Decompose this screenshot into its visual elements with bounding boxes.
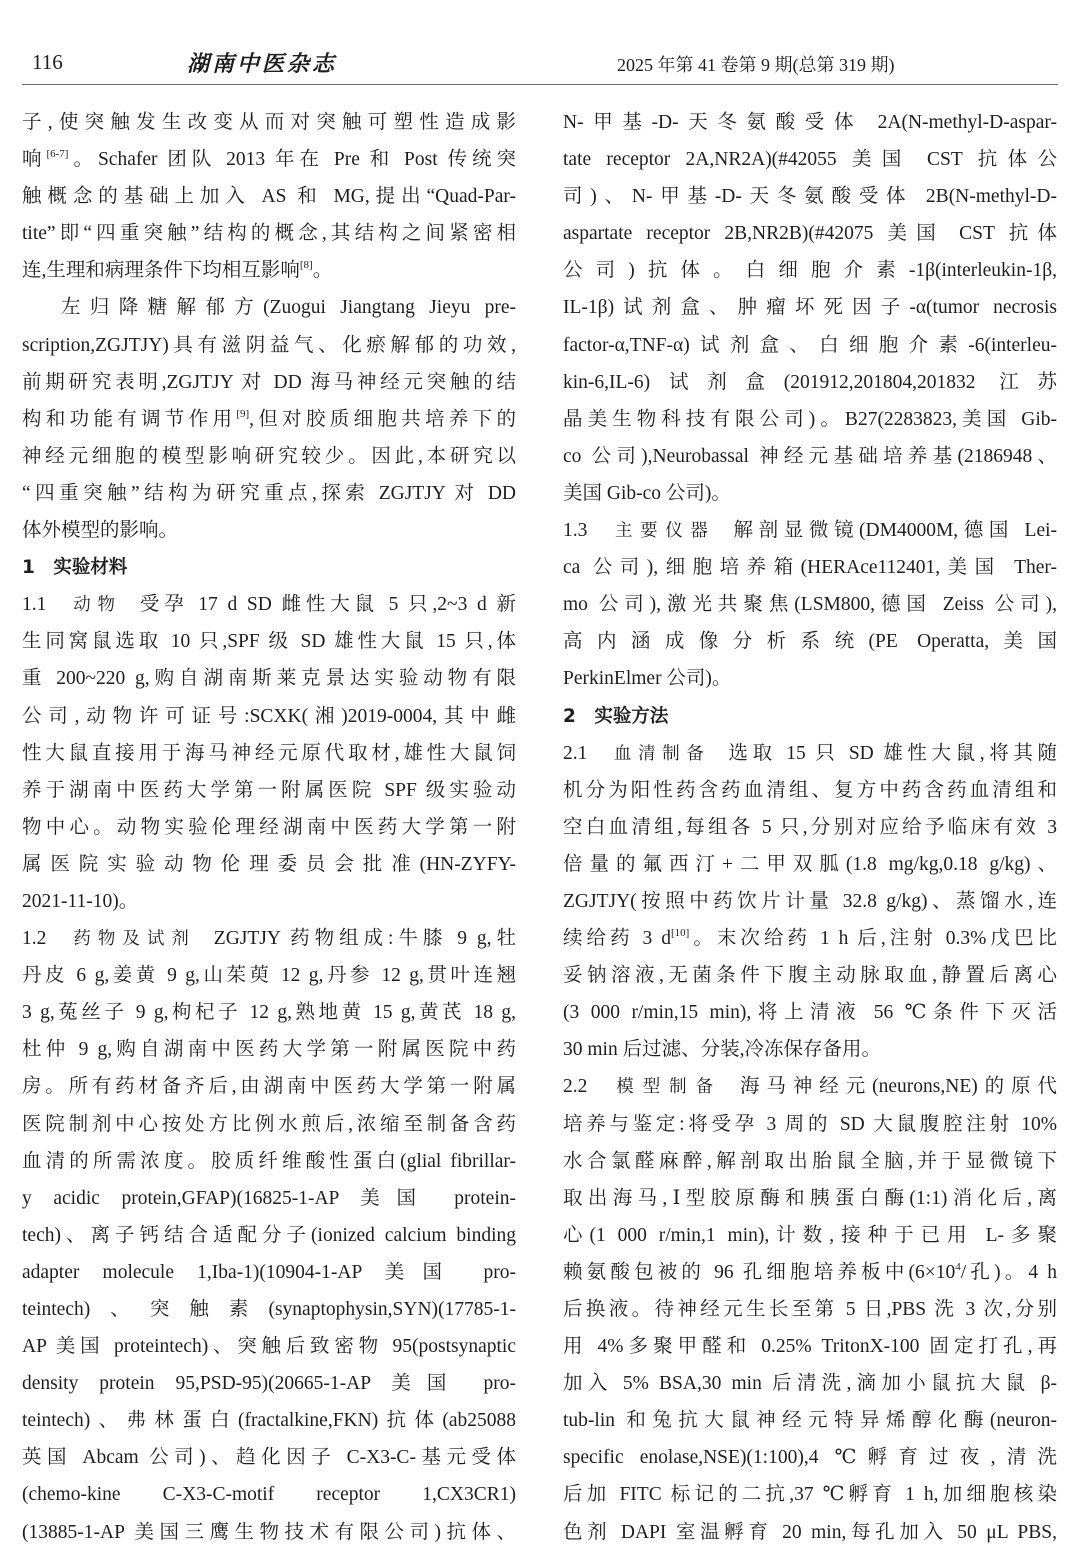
- text-line: [563, 1365, 1057, 1402]
- line-text: y acidic protein,GFAP)(16825-1-AP 美国 protein-: [22, 1187, 516, 1209]
- line-text: 3 g,菟丝子 9 g,枸杞子 12 g,熟地黄 15 g,黄芪 18 g,: [22, 1002, 516, 1024]
- line-text: AP 美国 proteintech)、突触后致密物 95(postsynaptic: [22, 1336, 516, 1358]
- text-line: [563, 1439, 1057, 1476]
- line-text-continued: 。: [312, 260, 333, 282]
- text-line: [22, 1031, 516, 1068]
- text-line: [22, 1180, 516, 1217]
- line-text-continued: 。Schafer 团队 2013 年在 Pre 和 Post 传统突: [68, 149, 516, 171]
- subsection-number: 1.3: [563, 520, 588, 542]
- subsection-title: 药物及试剂: [68, 929, 196, 950]
- line-text: 英国 Abcam 公司)、趋化因子 C-X3-C-基元受体: [22, 1447, 516, 1469]
- line-text: 加入 5% BSA,30 min 后清洗,滴加小鼠抗大鼠 β-: [563, 1373, 1057, 1395]
- subsection-number: 2.1: [563, 742, 588, 764]
- text-line: [563, 104, 1057, 141]
- text-line: [22, 698, 516, 735]
- line-text: 后换液。待神经元生长至第 5 日,PBS 洗 3 次,分别: [563, 1299, 1057, 1320]
- text-line: [563, 327, 1057, 364]
- subsection-title: 动物: [68, 595, 122, 616]
- text-line: [563, 1514, 1057, 1551]
- line-text: 丹皮 6 g,姜黄 9 g,山茱萸 12 g,丹参 12 g,贯叶连翘: [22, 965, 516, 987]
- line-text: 物中心。动物实验伦理经湖南中医药大学第一附: [22, 816, 516, 838]
- text-line: [22, 215, 516, 252]
- line-text: 子,使突触发生改变从而对突触可塑性造成影: [22, 112, 516, 133]
- citation-superscript: [9]: [236, 407, 250, 420]
- text-line: [563, 475, 1057, 512]
- line-text: (13885-1-AP 美国三鹰生物技术有限公司)抗体、: [22, 1521, 516, 1543]
- line-text: ca 公司),细胞培养箱(HERAce112401,美国 Ther-: [563, 557, 1057, 579]
- text-line: [563, 772, 1057, 809]
- line-text: 左归降糖解郁方(Zuogui Jiangtang Jieyu pre-: [61, 297, 516, 319]
- left-column: [22, 104, 516, 1551]
- line-text: tite”即“四重突触”结构的概念,其结构之间紧密相: [22, 223, 516, 245]
- text-line: [22, 1439, 516, 1476]
- line-text: 生同窝鼠选取 10 只,SPF 级 SD 雄性大鼠 15 只,体: [22, 631, 516, 653]
- text-line: [563, 846, 1057, 883]
- text-line: [563, 141, 1057, 178]
- text-line: [563, 1143, 1057, 1180]
- text-line: [22, 660, 516, 697]
- line-text: teintech)、弗林蛋白(fractalkine,FKN)抗体(ab25088: [22, 1410, 516, 1432]
- text-line: [22, 289, 516, 326]
- line-text: 高内涵成像分析系统(PE Operatta,美国: [563, 631, 1057, 653]
- section-heading-text: 2 实验方法: [563, 705, 669, 727]
- line-text: 响: [22, 149, 47, 171]
- text-line: [22, 735, 516, 772]
- text-line: [563, 920, 1057, 957]
- line-text: 选取 15 只 SD 雄性大鼠,将其随: [728, 742, 1057, 764]
- line-text: 2021-11-10)。: [22, 890, 139, 912]
- page-number: 116: [32, 50, 63, 74]
- subsection-title: 血清制备: [609, 743, 711, 764]
- line-text: 后加 FITC 标记的二抗,37 ℃孵育 1 h,加细胞核染: [563, 1484, 1057, 1506]
- line-text: 重 200~220 g,购自湖南斯莱克景达实验动物有限: [22, 668, 516, 690]
- line-text: 续给药 3 d: [563, 928, 671, 950]
- line-text-continued: /孔)。4 h: [960, 1261, 1057, 1283]
- line-text: tub-lin 和兔抗大鼠神经元特异烯醇化酶(neuron-: [563, 1410, 1057, 1432]
- citation-superscript: [10]: [670, 927, 690, 940]
- text-line: [563, 512, 1057, 549]
- text-line: [563, 735, 1057, 772]
- line-text: mo 公司),激光共聚焦(LSM800,德国 Zeiss 公司),: [563, 594, 1057, 616]
- text-line: [22, 252, 516, 289]
- line-text: factor-α,TNF-α)试剂盒、白细胞介素-6(interleu-: [563, 334, 1057, 356]
- section-heading-text: 1 实验材料: [22, 557, 128, 579]
- text-line: [22, 104, 516, 141]
- text-line: [22, 920, 516, 957]
- citation-superscript: [6-7]: [46, 148, 69, 161]
- line-text: 神经元细胞的模型影响研究较少。因此,本研究以: [22, 445, 516, 467]
- text-line: [563, 994, 1057, 1031]
- text-line: [22, 1217, 516, 1254]
- line-text: 用 4%多聚甲醛和 0.25% TritonX-100 固定打孔,再: [563, 1336, 1057, 1358]
- text-line: [22, 883, 516, 920]
- text-line: [22, 512, 516, 549]
- text-line: [22, 994, 516, 1031]
- text-line: [22, 401, 516, 438]
- line-text: IL-1β)试剂盒、肿瘤坏死因子-α(tumor necrosis: [563, 297, 1057, 319]
- line-text-continued: 。末次给药 1 h 后,注射 0.3%戊巴比: [689, 928, 1057, 950]
- text-line: [563, 883, 1057, 920]
- text-line: [563, 1068, 1057, 1105]
- text-line: [563, 1031, 1057, 1068]
- text-line: [22, 809, 516, 846]
- text-line: [22, 141, 516, 178]
- text-line: [563, 586, 1057, 623]
- section-heading: [563, 698, 1057, 735]
- text-line: [563, 1476, 1057, 1513]
- subsection-title: 主要仪器: [609, 521, 716, 542]
- line-text: 水合氯醛麻醉,解剖取出胎鼠全脑,并于显微镜下: [563, 1150, 1057, 1172]
- text-line: [563, 809, 1057, 846]
- line-text: 养于湖南中医药大学第一附属医院 SPF 级实验动: [22, 779, 516, 801]
- right-column: [563, 104, 1057, 1551]
- line-text: (3 000 r/min,15 min),将上清液 56 ℃条件下灭活: [563, 1002, 1057, 1024]
- citation-superscript: [8]: [299, 259, 313, 272]
- subsection-number: 1.2: [22, 928, 47, 950]
- line-text: 30 min 后过滤、分装,冷冻保存备用。: [563, 1039, 881, 1061]
- line-text: tech)、离子钙结合适配分子(ionized calcium binding: [22, 1224, 516, 1246]
- line-text: 医院制剂中心按处方比例水煎后,浓缩至制备含药: [22, 1113, 516, 1135]
- text-line: [22, 772, 516, 809]
- line-text: 空白血清组,每组各 5 只,分别对应给予临床有效 3: [563, 816, 1057, 838]
- line-text: 心(1 000 r/min,1 min),计数,接种于已用 L-多聚: [563, 1224, 1057, 1246]
- line-text: 妥钠溶液,无菌条件下腹主动脉取血,静置后离心: [563, 965, 1057, 987]
- text-line: [563, 289, 1057, 326]
- text-line: [563, 1254, 1057, 1291]
- section-heading: [22, 549, 516, 586]
- line-text: scription,ZGJTJY)具有滋阴益气、化瘀解郁的功效,: [22, 334, 516, 356]
- text-line: [563, 623, 1057, 660]
- text-line: [22, 178, 516, 215]
- line-text: 海马神经元(neurons,NE)的原代: [740, 1076, 1058, 1098]
- text-line: [22, 1476, 516, 1513]
- line-text: teintech)、突触素(synaptophysin,SYN)(17785-1-: [22, 1299, 516, 1320]
- line-text: density protein 95,PSD-95)(20665-1-AP 美国 pro-: [22, 1373, 516, 1395]
- text-line: [563, 438, 1057, 475]
- line-text-continued: ,但对胶质细胞共培养下的: [249, 408, 516, 430]
- text-line: [563, 1328, 1057, 1365]
- text-line: [563, 1217, 1057, 1254]
- line-text: 前期研究表明,ZGJTJY 对 DD 海马神经元突触的结: [22, 371, 516, 393]
- text-line: [563, 1402, 1057, 1439]
- line-text: 性大鼠直接用于海马神经元原代取材,雄性大鼠饲: [22, 742, 516, 764]
- text-line: [563, 178, 1057, 215]
- line-text: 取出海马,Ⅰ型胶原酶和胰蛋白酶(1:1)消化后,离: [563, 1187, 1057, 1209]
- line-text: 属医院实验动物伦理委员会批准(HN-ZYFY-: [22, 853, 516, 875]
- line-text: 触概念的基础上加入 AS 和 MG,提出“Quad-Par-: [22, 186, 516, 208]
- text-line: [22, 1106, 516, 1143]
- text-line: [22, 1068, 516, 1105]
- line-text: 公司,动物许可证号:SCXK(湘)2019-0004,其中雌: [22, 705, 516, 727]
- text-line: [22, 364, 516, 401]
- text-line: [22, 623, 516, 660]
- line-text: adapter molecule 1,Iba-1)(10904-1-AP 美国 pro-: [22, 1261, 516, 1283]
- text-line: [563, 957, 1057, 994]
- text-line: [563, 364, 1057, 401]
- text-line: [563, 1106, 1057, 1143]
- line-text: specific enolase,NSE)(1:100),4 ℃孵育过夜,清洗: [563, 1447, 1057, 1469]
- journal-name: 湖南中医杂志: [187, 51, 338, 76]
- line-text: 血清的所需浓度。胶质纤维酸性蛋白(glial fibrillar-: [22, 1150, 516, 1172]
- text-line: [563, 660, 1057, 697]
- line-text: 晶美生物科技有限公司)。B27(2283823,美国 Gib-: [563, 408, 1057, 430]
- line-text: “四重突触”结构为研究重点,探索 ZGJTJY 对 DD: [22, 482, 516, 504]
- line-text: 解剖显微镜(DM4000M,德国 Lei-: [733, 520, 1058, 542]
- line-text: ZGJTJY 药物组成:牛膝 9 g,牡: [213, 928, 517, 950]
- text-line: [22, 1143, 516, 1180]
- subsection-title: 模型制备: [609, 1077, 723, 1098]
- subsection-number: 2.2: [563, 1076, 588, 1098]
- subsection-number: 1.1: [22, 594, 47, 616]
- text-line: [22, 846, 516, 883]
- text-line: [563, 215, 1057, 252]
- text-line: [22, 475, 516, 512]
- text-line: [22, 1402, 516, 1439]
- line-text: 房。所有药材备齐后,由湖南中医药大学第一附属: [22, 1076, 516, 1098]
- text-line: [22, 957, 516, 994]
- text-line: [22, 1514, 516, 1551]
- line-text: tate receptor 2A,NR2A)(#42055 美国 CST 抗体公: [563, 149, 1057, 171]
- text-line: [563, 1291, 1057, 1328]
- line-text: 构和功能有调节作用: [22, 408, 237, 430]
- line-text: ZGJTJY(按照中药饮片计量 32.8 g/kg)、蒸馏水,连: [563, 890, 1057, 912]
- line-text: 受孕 17 d SD 雌性大鼠 5 只,2~3 d 新: [139, 594, 517, 616]
- line-text: 培养与鉴定:将受孕 3 周的 SD 大鼠腹腔注射 10%: [563, 1113, 1057, 1135]
- line-text: co 公司),Neurobassal 神经元基础培养基(2186948、: [563, 445, 1057, 467]
- line-text: 机分为阳性药含药血清组、复方中药含药血清组和: [563, 779, 1057, 801]
- issue-info: 2025 年第 41 卷第 9 期(总第 319 期): [617, 55, 895, 75]
- line-text: PerkinElmer 公司)。: [563, 668, 732, 690]
- text-line: [563, 401, 1057, 438]
- line-text: N-甲基-D-天冬氨酸受体 2A(N-methyl-D-aspar-: [563, 112, 1057, 133]
- line-text: 杜仲 9 g,购自湖南中医药大学第一附属医院中药: [22, 1039, 516, 1061]
- line-text: 连,生理和病理条件下均相互影响: [22, 260, 300, 282]
- line-text: aspartate receptor 2B,NR2B)(#42075 美国 CST 抗体: [563, 223, 1057, 245]
- text-line: [22, 438, 516, 475]
- line-text: 倍量的氟西汀+二甲双胍(1.8 mg/kg,0.18 g/kg)、: [563, 853, 1057, 875]
- text-line: [22, 327, 516, 364]
- text-line: [563, 1180, 1057, 1217]
- line-text: 体外模型的影响。: [22, 520, 179, 542]
- text-line: [22, 586, 516, 623]
- line-text: 美国 Gib-co 公司)。: [563, 482, 731, 504]
- citation-superscript: 4: [955, 1260, 961, 1273]
- line-text: (chemo-kine C-X3-C-motif receptor 1,CX3CR1): [22, 1484, 516, 1506]
- text-line: [22, 1328, 516, 1365]
- line-text: kin-6,IL-6)试剂盒(201912,201804,201832 江苏: [563, 371, 1057, 393]
- text-line: [22, 1254, 516, 1291]
- line-text: 公司)抗体。白细胞介素-1β(interleukin-1β,: [563, 260, 1057, 282]
- line-text: 赖氨酸包被的 96 孔细胞培养板中(6×10: [563, 1261, 956, 1283]
- text-line: [22, 1365, 516, 1402]
- page-header: [22, 44, 1058, 85]
- text-line: [563, 549, 1057, 586]
- text-line: [563, 252, 1057, 289]
- line-text: 司)、N-甲基-D-天冬氨酸受体 2B(N-methyl-D-: [563, 186, 1057, 208]
- line-text: 色剂 DAPI 室温孵育 20 min,每孔加入 50 μL PBS,: [563, 1521, 1057, 1543]
- text-line: [22, 1291, 516, 1328]
